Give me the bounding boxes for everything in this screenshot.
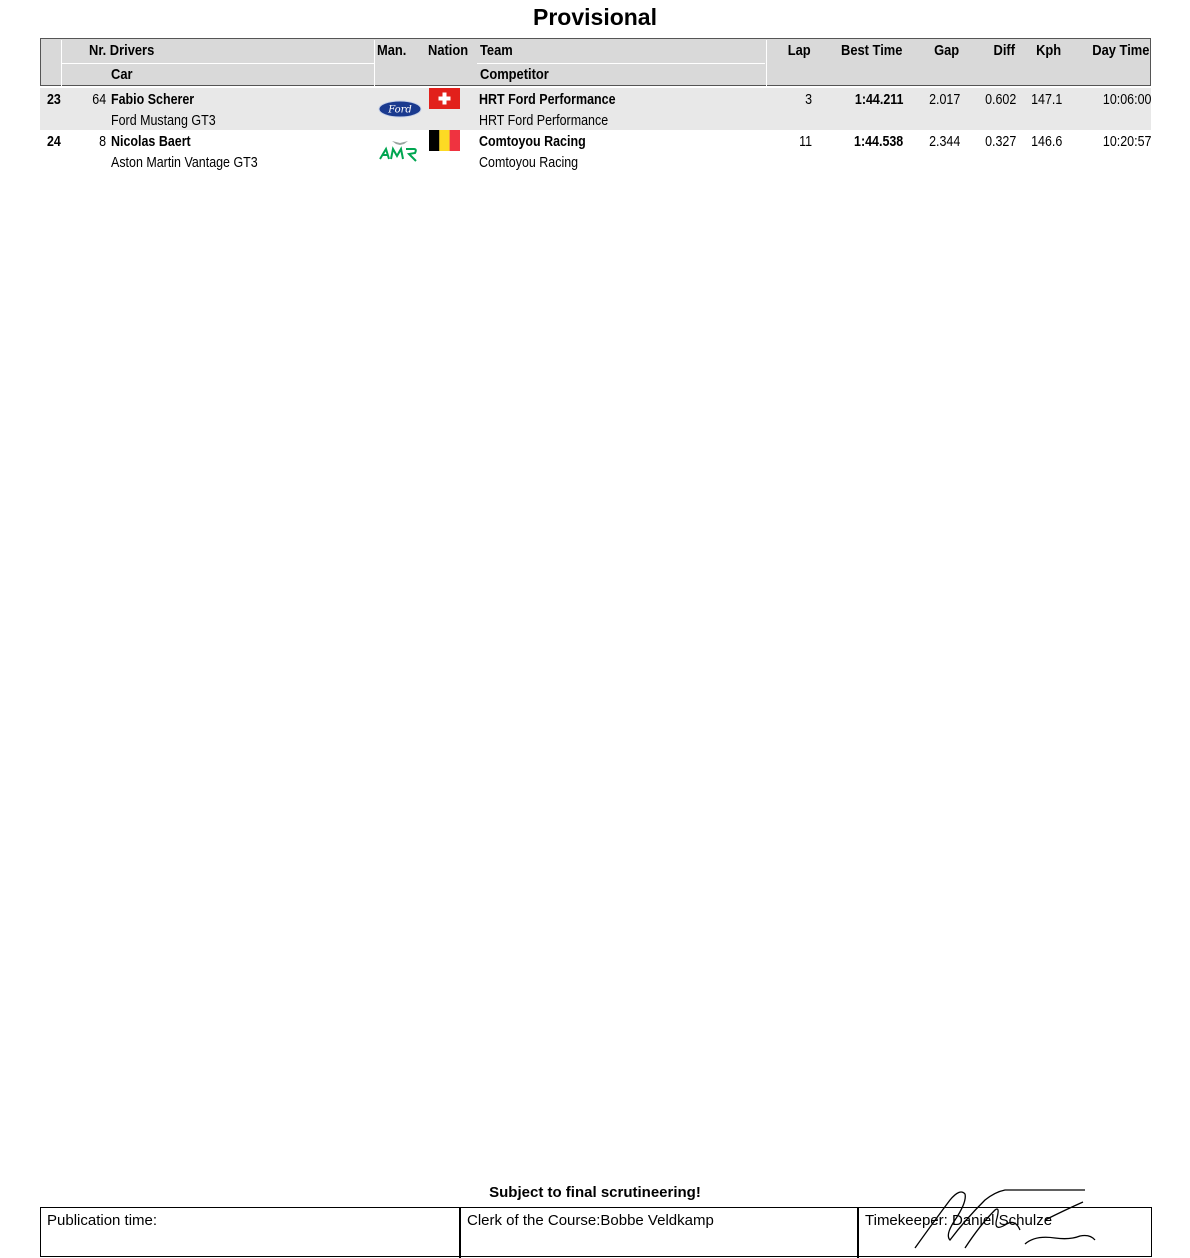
timekeeper: Timekeeper: Daniel Schulze bbox=[865, 1212, 1053, 1229]
gap-value: 2.344 bbox=[928, 134, 960, 150]
position: 23 bbox=[47, 92, 61, 108]
belgium-flag-icon bbox=[429, 130, 460, 151]
switzerland-flag-icon bbox=[429, 88, 460, 109]
competitor-name: HRT Ford Performance bbox=[479, 113, 609, 129]
lap-value: 11 bbox=[799, 134, 812, 150]
results-table-header bbox=[40, 38, 1151, 86]
car-number: 8 bbox=[99, 134, 106, 150]
page-title: Provisional bbox=[533, 4, 657, 30]
gap-value: 2.017 bbox=[928, 92, 960, 108]
lap-value: 3 bbox=[805, 92, 812, 108]
col-nr-drivers: Nr. Drivers bbox=[89, 42, 155, 59]
ford-logo-icon bbox=[378, 100, 422, 118]
header-divider bbox=[62, 63, 374, 64]
table-row[interactable] bbox=[40, 130, 1151, 172]
position: 24 bbox=[47, 134, 61, 150]
col-kph: Kph bbox=[1035, 42, 1061, 59]
col-car: Car bbox=[111, 66, 133, 83]
diff-value: 0.327 bbox=[984, 134, 1016, 150]
header-separator bbox=[61, 40, 62, 86]
car-model: Ford Mustang GT3 bbox=[111, 113, 216, 129]
publication-time: Publication time: bbox=[47, 1212, 158, 1229]
best-time-value: 1:44.538 bbox=[853, 134, 903, 150]
day-time-value: 10:20:57 bbox=[1102, 134, 1151, 150]
col-nation: Nation bbox=[428, 42, 469, 59]
header-separator bbox=[374, 40, 375, 86]
col-lap: Lap bbox=[788, 42, 811, 59]
table-row[interactable] bbox=[40, 88, 1151, 130]
col-best-time: Best Time bbox=[840, 42, 902, 59]
day-time-value: 10:06:00 bbox=[1102, 92, 1151, 108]
kph-value: 146.6 bbox=[1030, 134, 1062, 150]
svg-text:AMR: AMR bbox=[398, 162, 402, 163]
diff-value: 0.602 bbox=[984, 92, 1016, 108]
driver-name: Nicolas Baert bbox=[111, 134, 191, 150]
kph-value: 147.1 bbox=[1030, 92, 1062, 108]
svg-text:Ford: Ford bbox=[388, 104, 412, 116]
car-model: Aston Martin Vantage GT3 bbox=[111, 155, 258, 171]
header-divider bbox=[477, 63, 765, 64]
car-number: 64 bbox=[92, 92, 106, 108]
aston-martin-amr-logo-icon bbox=[378, 137, 422, 163]
competitor-name: Comtoyou Racing bbox=[479, 155, 579, 171]
team-name: HRT Ford Performance bbox=[479, 92, 616, 108]
scrutineering-note: Subject to final scrutineering! bbox=[489, 1184, 701, 1201]
col-team: Team bbox=[480, 42, 513, 59]
clerk-of-course: Clerk of the Course:Bobbe Veldkamp bbox=[467, 1212, 714, 1229]
driver-name: Fabio Scherer bbox=[111, 92, 195, 108]
col-gap: Gap bbox=[933, 42, 959, 59]
col-diff: Diff bbox=[993, 42, 1015, 59]
col-day-time: Day Time bbox=[1091, 42, 1149, 59]
team-name: Comtoyou Racing bbox=[479, 134, 586, 150]
header-separator bbox=[766, 40, 767, 86]
col-man: Man. bbox=[377, 42, 407, 59]
col-competitor: Competitor bbox=[480, 66, 549, 83]
best-time-value: 1:44.211 bbox=[854, 92, 903, 108]
timekeeper-signature-icon bbox=[905, 1180, 1105, 1250]
